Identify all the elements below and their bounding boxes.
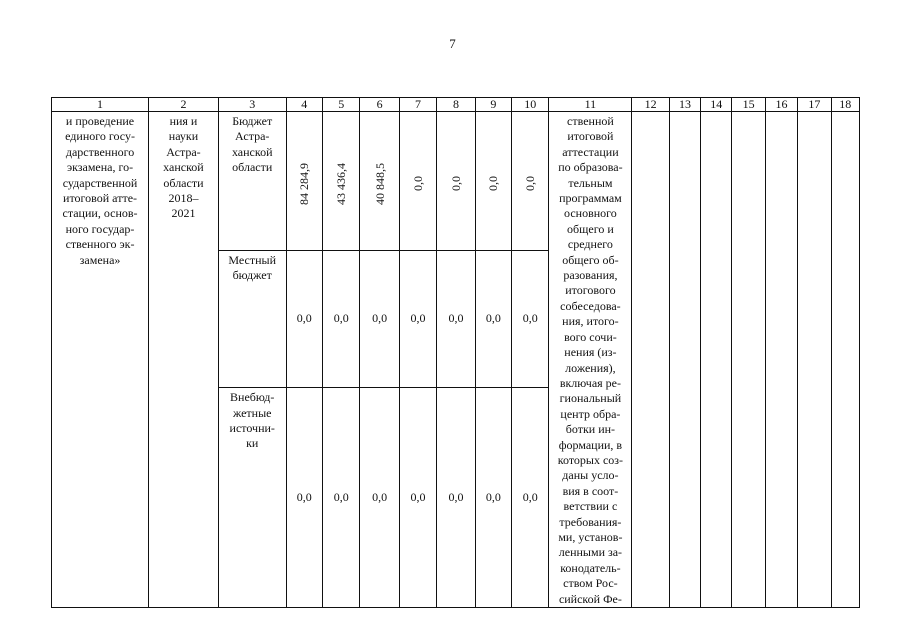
value-text: 43 436,4	[334, 162, 349, 205]
event-description-text: и проведение единого госу- дарственного экзамена, го- сударственной итоговой атте- стации, основ- ного государ- ственного эк- замена»	[62, 114, 138, 267]
value-cell	[286, 112, 322, 251]
header-cell: 7	[399, 98, 436, 112]
table-row-regional-budget	[52, 112, 860, 251]
header-cell: 8	[437, 98, 475, 112]
executor-cell	[149, 112, 219, 608]
empty-cell	[798, 112, 831, 608]
value-cell: 0,0	[512, 250, 549, 388]
empty-cell	[732, 112, 765, 608]
value-cell: 0,0	[360, 250, 399, 388]
value-cell: 0,0	[360, 388, 399, 608]
header-row	[52, 98, 860, 112]
header-cell: 4	[286, 98, 322, 112]
value-cell	[475, 112, 511, 251]
header-cell: 16	[765, 98, 797, 112]
header-cell: 5	[322, 98, 359, 112]
header-cell: 11	[549, 98, 632, 112]
executor-text: ния и науки Астра- ханской области 2018– 2021	[163, 114, 204, 221]
result-description-text: ственной итоговой аттестации по образова- тельным программам основного общего и среднего общего об- разования, итогового собеседова- ния, итого- вого сочи- нения (из- ложения), включая ре- гиональный центр обра- ботки ин- формации, в которых соз- даны усло- вия в соот- ветствии с требования- ми, установ- ленными за- конодатель- ством Рос- сийской Фе-	[557, 114, 624, 606]
empty-cell	[765, 112, 797, 608]
value-text: 0,0	[523, 176, 538, 192]
header-cell: 3	[218, 98, 286, 112]
header-cell: 6	[360, 98, 399, 112]
funding-source-text: Внебюд- жетные источни- ки	[229, 390, 275, 451]
value-text: 0,0	[448, 176, 463, 192]
value-cell	[360, 112, 399, 251]
header-cell: 17	[798, 98, 831, 112]
value-cell: 0,0	[475, 388, 511, 608]
value-cell	[322, 112, 359, 251]
header-cell: 12	[632, 98, 669, 112]
header-cell: 15	[732, 98, 765, 112]
empty-cell	[831, 112, 859, 608]
value-cell	[437, 112, 475, 251]
value-cell: 0,0	[286, 250, 322, 388]
value-cell: 0,0	[437, 250, 475, 388]
page-number: 7	[449, 36, 456, 51]
header-cell: 2	[149, 98, 219, 112]
value-cell: 0,0	[322, 250, 359, 388]
header-cell: 18	[831, 98, 859, 112]
value-cell: 0,0	[475, 250, 511, 388]
value-text: 40 848,5	[372, 162, 387, 205]
event-description-cell	[52, 112, 149, 608]
funding-source-text: Местный бюджет	[228, 252, 277, 283]
header-cell: 1	[52, 98, 149, 112]
budget-table	[51, 97, 860, 608]
header-cell: 10	[512, 98, 549, 112]
funding-source-cell	[218, 112, 286, 251]
value-text: 84 284,9	[297, 162, 312, 205]
empty-cell	[632, 112, 669, 608]
value-cell	[512, 112, 549, 251]
funding-source-cell	[218, 250, 286, 388]
value-cell	[399, 112, 436, 251]
value-cell: 0,0	[399, 388, 436, 608]
result-description-cell	[549, 112, 632, 608]
value-text: 0,0	[486, 176, 501, 192]
header-cell: 9	[475, 98, 511, 112]
value-cell: 0,0	[437, 388, 475, 608]
funding-source-text: Бюджет Астра- ханской области	[231, 114, 273, 175]
value-cell: 0,0	[399, 250, 436, 388]
empty-cell	[669, 112, 700, 608]
value-cell: 0,0	[512, 388, 549, 608]
value-text: 0,0	[411, 176, 426, 192]
header-cell: 14	[701, 98, 732, 112]
value-cell: 0,0	[286, 388, 322, 608]
header-cell: 13	[669, 98, 700, 112]
funding-source-cell	[218, 388, 286, 608]
value-cell: 0,0	[322, 388, 359, 608]
empty-cell	[701, 112, 732, 608]
